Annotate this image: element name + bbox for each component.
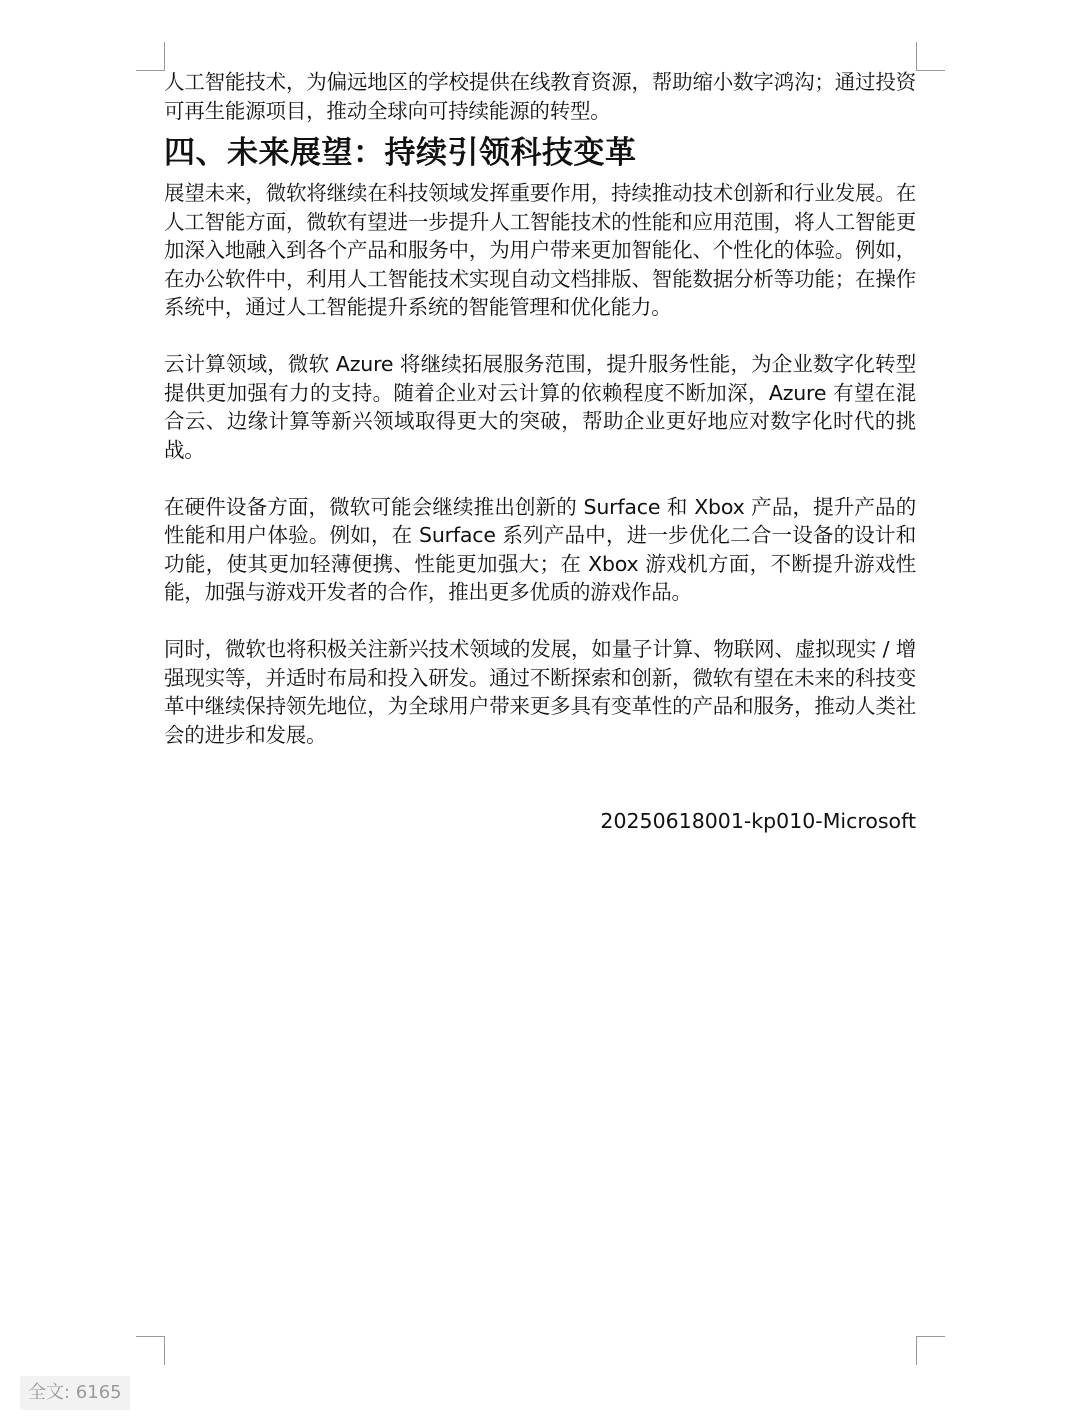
word-count-badge[interactable]: 全文: 6165 bbox=[20, 1376, 130, 1410]
section-heading: 四、未来展望：持续引领科技变革 bbox=[164, 135, 637, 171]
document-page-body bbox=[164, 68, 916, 835]
paragraph-hardware-outlook: 在硬件设备方面，微软可能会继续推出创新的 Surface 和 Xbox 产品，提升产品的性能和用户体验。例如，在 Surface 系列产品中，进一步优化二合一设备的设计和功能，使其更加轻薄便携、性能更加强大；在 Xbox 游戏机方面，不断提升游戏性能，加强与游戏开发者的合作，推出更多优质的游戏作品。 bbox=[164, 494, 916, 604]
page-corner-mark-top-right bbox=[916, 42, 945, 71]
page-corner-mark-bottom-right bbox=[916, 1336, 945, 1365]
paragraph-ai-outlook: 展望未来，微软将继续在科技领域发挥重要作用，持续推动技术创新和行业发展。在人工智能方面，微软有望进一步提升人工智能技术的性能和应用范围，将人工智能更加深入地融入到各个产品和服务中，为用户带来更加智能化、个性化的体验。例如，在办公软件中，利用人工智能技术实现自动文档排版、智能数据分析等功能；在操作系统中，通过人工智能提升系统的智能管理和优化能力。 bbox=[164, 181, 916, 319]
page-corner-mark-top-left bbox=[136, 42, 165, 71]
page-corner-mark-bottom-left bbox=[136, 1336, 165, 1365]
document-id: 20250618001-kp010-Microsoft bbox=[600, 809, 916, 833]
paragraph-intro-tail: 人工智能技术，为偏远地区的学校提供在线教育资源，帮助缩小数字鸿沟；通过投资可再生能源项目，推动全球向可持续能源的转型。 bbox=[164, 70, 916, 123]
paragraph-cloud-outlook: 云计算领域，微软 Azure 将继续拓展服务范围，提升服务性能，为企业数字化转型提供更加强有力的支持。随着企业对云计算的依赖程度不断加深，Azure 有望在混合云、边缘计算等新兴领域取得更大的突破，帮助企业更好地应对数字化时代的挑战。 bbox=[164, 352, 916, 462]
paragraph-emerging-tech: 同时，微软也将积极关注新兴技术领域的发展，如量子计算、物联网、虚拟现实 / 增强现实等，并适时布局和投入研发。通过不断探索和创新，微软有望在未来的科技变革中继续保持领先地位，为全球用户带来更多具有变革性的产品和服务，推动人类社会的进步和发展。 bbox=[164, 637, 916, 747]
